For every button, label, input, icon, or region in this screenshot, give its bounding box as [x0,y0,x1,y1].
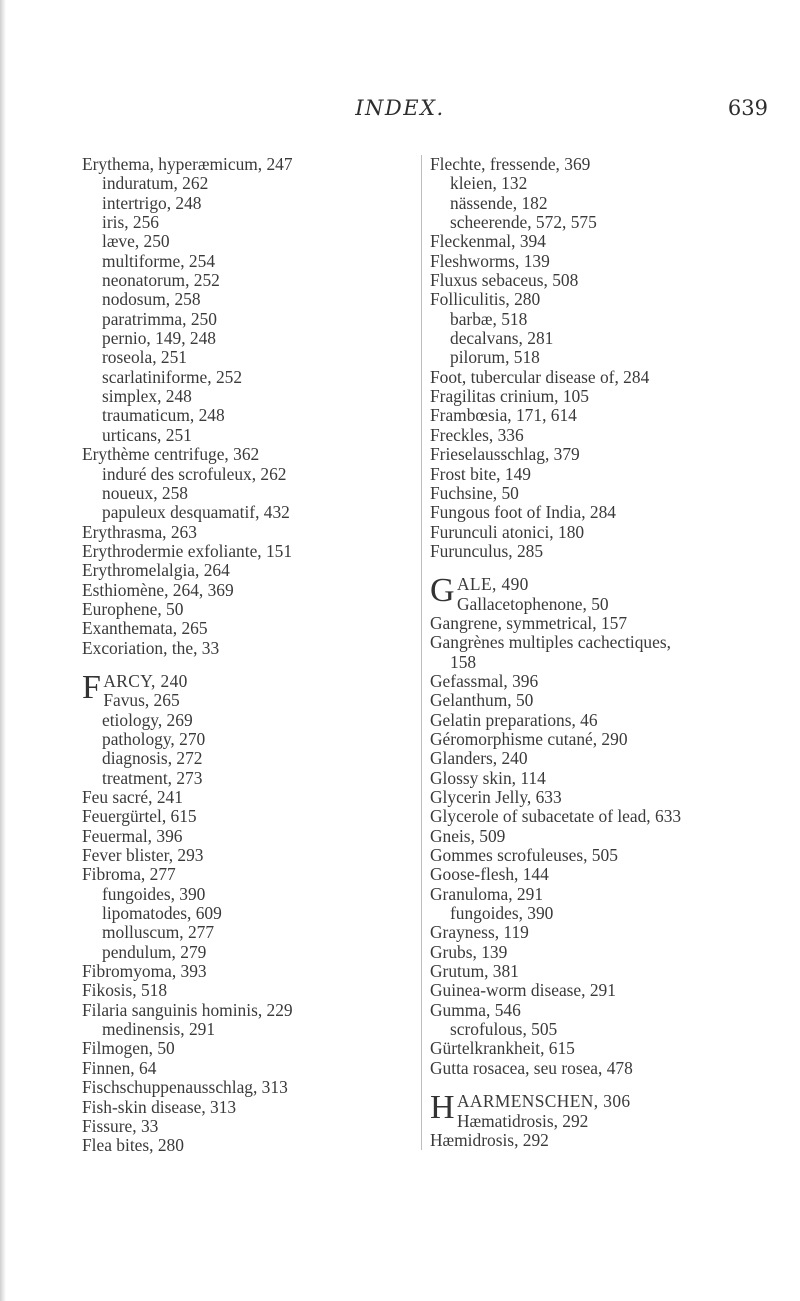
index-subentry: iris, 256 [102,212,160,233]
index-entry: Goose-flesh, 144 [430,864,549,885]
index-subentry: medinensis, 291 [102,1019,216,1040]
index-column-right [421,155,775,1150]
index-subentry: kleien, 132 [450,173,528,194]
index-entry: Feuermal, 396 [82,825,183,846]
page-edge-shadow [0,0,6,1301]
index-entry: Géromorphisme cutané, 290 [430,728,628,749]
index-entry: Exanthemata, 265 [82,618,208,639]
index-entry: Filaria sanguinis hominis, 229 [82,999,293,1020]
index-subentry: fungoides, 390 [450,903,554,924]
index-subentry: multiforme, 254 [102,250,216,271]
drop-cap-initial: H [430,1089,455,1127]
index-entry: Gefassmal, 396 [430,670,539,691]
index-subentry: induré des scrofuleux, 262 [102,463,287,484]
index-subentry: molluscum, 277 [102,922,215,943]
index-entry: Gumma, 546 [430,999,521,1020]
index-subentry: Hæmatidrosis, 292 [456,1110,589,1131]
drop-cap-initial: F [82,668,102,706]
index-entry: Grubs, 139 [430,941,508,962]
index-subentry: simplex, 248 [102,386,192,407]
index-entry: Gangrene, symmetrical, 157 [430,612,628,633]
index-entry: Frieselausschlag, 379 [430,444,580,465]
section-heading-text: AARMENSCHEN, 306 [456,1091,631,1112]
index-entry: Grayness, 119 [430,922,529,943]
index-subentry: urticans, 251 [102,424,192,445]
index-entry: Gneis, 509 [430,825,506,846]
index-subentry: scarlatiniforme, 252 [102,366,243,387]
index-entry: Grutum, 381 [430,961,519,982]
index-subentry: Gallacetophenone, 50 [456,593,609,614]
index-entry: Gutta rosacea, seu rosea, 478 [430,1057,633,1078]
index-entry: Excoriation, the, 33 [82,637,220,658]
index-entry: Glycerole of subacetate of lead, 633 [430,806,682,827]
index-entry: Glanders, 240 [430,748,528,769]
index-entry: Freckles, 336 [430,424,524,445]
index-subentry: Favus, 265 [103,690,180,711]
index-entry: Fissure, 33 [82,1115,159,1136]
index-entry: Furunculus, 285 [430,540,544,561]
index-subentry: paratrimma, 250 [102,308,217,329]
index-subentry: neonatorum, 252 [102,270,220,291]
index-subentry: scrofulous, 505 [450,1019,558,1040]
index-subentry: treatment, 273 [102,767,203,788]
index-subentry: scheerende, 572, 575 [450,212,597,233]
index-entry: Glossy skin, 114 [430,767,546,788]
index-entry: Gelanthum, 50 [430,690,534,711]
index-entry: Gürtelkrankheit, 615 [430,1038,575,1059]
index-entry: Europhene, 50 [82,598,184,619]
index-subentry: etiology, 269 [102,709,193,730]
drop-cap-initial: G [430,572,455,610]
index-subentry: noueux, 258 [102,482,188,503]
index-subentry: papuleux desquamatif, 432 [102,502,290,523]
index-entry: Hæmidrosis, 292 [430,1129,549,1150]
index-entry: Furunculi atonici, 180 [430,521,585,542]
index-entry: Fikosis, 518 [82,980,168,1001]
index-entry: Erythrasma, 263 [82,521,197,542]
index-entry: Granuloma, 291 [430,883,544,904]
index-subentry: 158 [450,651,477,672]
index-subentry: fungoides, 390 [102,883,206,904]
index-entry: Fluxus sebaceus, 508 [430,270,579,291]
index-subentry: pendulum, 279 [102,941,207,962]
index-entry: Fleshworms, 139 [430,250,550,271]
index-entry: Fever blister, 293 [82,845,204,866]
index-entry: Fibromyoma, 393 [82,961,207,982]
index-subentry: decalvans, 281 [450,328,554,349]
index-entry: Esthiomène, 264, 369 [82,579,234,600]
index-entry: Fleckenmal, 394 [430,231,546,252]
page-title: INDEX. [355,96,445,120]
index-entry: Flea bites, 280 [82,1135,184,1156]
index-entry: Feu sacré, 241 [82,787,183,807]
index-entry: Glycerin Jelly, 633 [430,787,562,807]
index-entry: Erythrodermie exfoliante, 151 [82,540,293,561]
index-entry: Folliculitis, 280 [430,289,541,310]
index-entry: Fuchsine, 50 [430,482,519,503]
letter-section [430,572,775,1078]
index-entry: Fish-skin disease, 313 [82,1096,237,1117]
index-subentry: pernio, 149, 248 [102,328,216,349]
index-subentry: læve, 250 [102,231,170,252]
index-entry: Fungous foot of India, 284 [430,502,616,523]
letter-section [82,668,427,1156]
index-entry: Erythème centrifuge, 362 [82,444,260,465]
page-number: 639 [727,96,768,120]
index-subentry: pathology, 270 [102,728,206,749]
index-subentry: traumaticum, 248 [102,405,225,426]
section-heading-text: ARCY, 240 [103,670,188,691]
index-subentry: lipomatodes, 609 [102,903,222,924]
index-subentry: roseola, 251 [102,347,188,368]
index-entry: Gommes scrofuleuses, 505 [430,845,618,866]
index-entry: Feuergürtel, 615 [82,806,197,827]
index-entry: Fischschuppenausschlag, 313 [82,1077,288,1098]
index-entry: Guinea-worm disease, 291 [430,980,616,1001]
index-subentry: induratum, 262 [102,173,209,194]
index-subentry: intertrigo, 248 [102,192,202,213]
index-subentry: diagnosis, 272 [102,748,203,769]
index-subentry: barbæ, 518 [450,308,528,329]
index-entry: Fragilitas crinium, 105 [430,386,589,407]
index-entry: Gangrènes multiples cachectiques, [430,632,671,653]
index-subentry: nodosum, 258 [102,289,201,310]
index-entry: Foot, tubercular disease of, 284 [430,366,650,387]
index-subentry: pilorum, 518 [450,347,540,368]
letter-section [430,1089,775,1150]
index-entry: Frambœsia, 171, 614 [430,405,577,426]
index-column-left [82,155,427,1156]
index-entry: Flechte, fressende, 369 [430,154,591,174]
index-entry: Gelatin preparations, 46 [430,709,598,730]
index-entry: Fibroma, 277 [82,864,176,885]
index-subentry: nässende, 182 [450,192,548,213]
index-entry: Finnen, 64 [82,1057,157,1078]
index-entry: Filmogen, 50 [82,1038,175,1059]
index-entry: Erythema, hyperæmicum, 247 [82,154,293,174]
index-entry: Erythromelalgia, 264 [82,560,230,581]
section-heading-text: ALE, 490 [456,574,529,595]
index-entry: Frost bite, 149 [430,463,531,484]
